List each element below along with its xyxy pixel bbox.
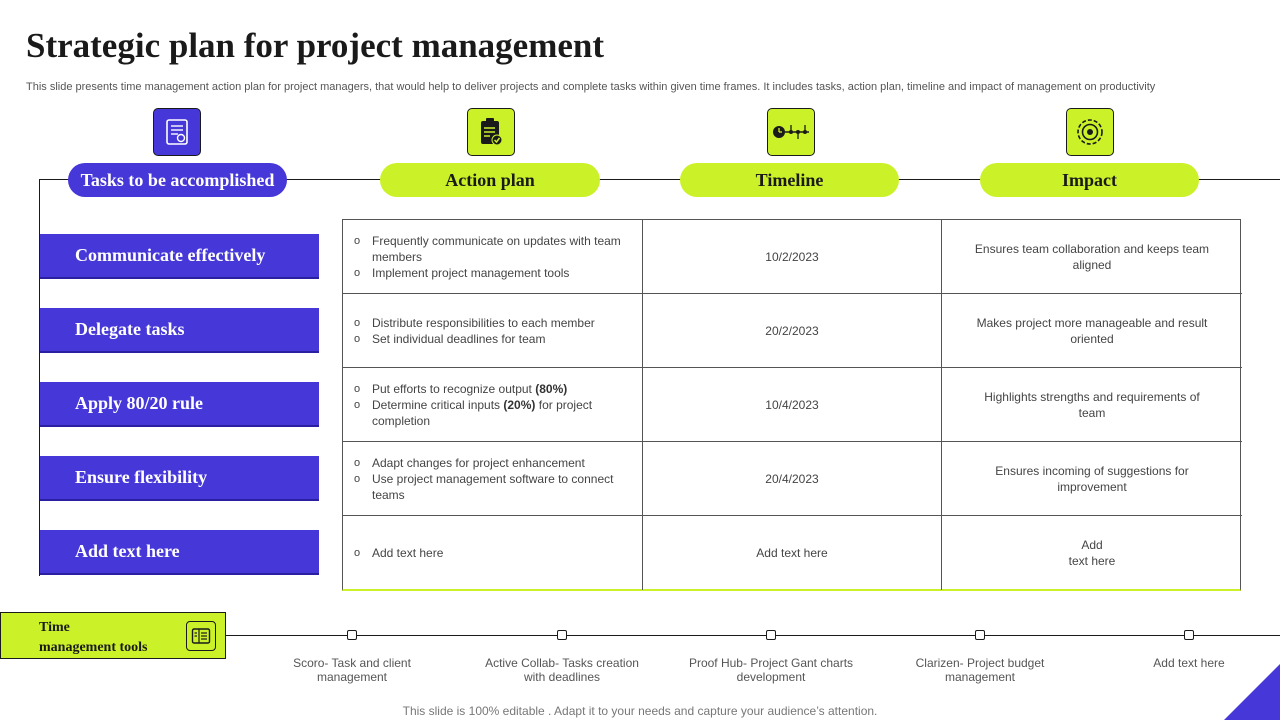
bullet-text: for project completion: [372, 397, 593, 428]
timeline-cell: 20/2/2023: [643, 294, 942, 368]
impact-line: Add: [1081, 538, 1103, 552]
task-apply-rule: Apply 80/20 rule: [40, 382, 319, 427]
action-plan-cell: [343, 516, 643, 590]
bullet-text: Put efforts to recognize output: [372, 381, 532, 396]
footer-note: This slide is 100% editable . Adapt it to your needs and capture your audience’s attention.: [402, 704, 878, 718]
action-plan-cell: [343, 442, 643, 516]
plan-table: [342, 219, 1241, 591]
impact-cell: [942, 220, 1242, 294]
impact-cell: [942, 294, 1242, 368]
impact-line: text here: [1068, 554, 1116, 568]
header-tasks: Tasks to be accomplished: [68, 163, 287, 197]
plan-bullet: o Distribute responsibilities to each member: [354, 315, 595, 331]
timeline-icon-box: [767, 108, 815, 156]
page-title: Strategic plan for project management: [26, 26, 605, 65]
tools-label: [39, 618, 148, 658]
plan-bullet: [354, 397, 622, 429]
tool-marker: [557, 630, 567, 640]
tool-line: management: [944, 670, 1016, 684]
impact-cell: [942, 516, 1242, 590]
tool-line: with deadlines: [523, 670, 601, 684]
target-gear-icon: [1075, 117, 1105, 147]
tool-line: Scoro- Task and client: [293, 656, 411, 670]
task-flexibility: Ensure flexibility: [40, 456, 319, 501]
page-subtitle: This slide presents time management action plan for project managers, that would help to deliver projects and complete tasks within given time frames. It includes tasks, action plan, timeline and impact of management on productivity: [26, 81, 1156, 93]
impact-text: Ensures team collaboration and keeps team aligned: [974, 241, 1210, 272]
tools-timeline-line: [226, 635, 1280, 636]
timeline-cell: 20/4/2023: [643, 442, 942, 516]
tool-marker: [975, 630, 985, 640]
timeline-cell: Add text here: [643, 516, 942, 590]
tool-line: management: [316, 670, 388, 684]
timeline-cell: 10/4/2023: [643, 368, 942, 442]
tool-marker: [347, 630, 357, 640]
plan-bullet: o Adapt changes for project enhancement: [354, 455, 622, 471]
tool-item-proof-hub: [681, 656, 861, 684]
plan-bullet: o Frequently communicate on updates with team members: [354, 233, 622, 265]
clock-timeline-icon: [772, 121, 810, 143]
bullet-bold-text: (20%): [503, 397, 536, 412]
checklist-icon: [165, 118, 189, 146]
header-impact: Impact: [980, 163, 1199, 197]
tool-item-clarizen: [890, 656, 1070, 684]
plan-bullet: o Use project management software to connect teams: [354, 471, 622, 503]
impact-text: Makes project more manageable and result oriented: [976, 315, 1208, 346]
bullet-bold-text: (80%): [535, 381, 568, 396]
plan-bullet: o Implement project management tools: [354, 265, 622, 281]
timeline-cell: 10/2/2023: [643, 220, 942, 294]
header-action-plan: Action plan: [380, 163, 600, 197]
impact-cell: [942, 442, 1242, 516]
bullet-text: Determine critical inputs: [372, 397, 501, 412]
tools-label-line: Time: [39, 620, 70, 635]
task-communicate: Communicate effectively: [40, 234, 319, 279]
tool-item-scoro: [262, 656, 442, 684]
clipboard-check-icon: [478, 117, 504, 147]
impact-cell: [942, 368, 1242, 442]
plan-bullet: [354, 381, 622, 397]
action-plan-cell: [343, 368, 643, 442]
task-delegate: Delegate tasks: [40, 308, 319, 353]
tool-item-active-collab: [472, 656, 652, 684]
tool-line: development: [736, 670, 806, 684]
impact-icon-box: [1066, 108, 1114, 156]
tool-line: Add text here: [1153, 656, 1225, 670]
time-management-tools-box: [0, 612, 226, 659]
action-icon-box: [467, 108, 515, 156]
action-plan-cell: [343, 294, 643, 368]
impact-text: [1069, 537, 1116, 569]
action-plan-cell: [343, 220, 643, 294]
task-add-text: Add text here: [40, 530, 319, 575]
impact-text: Highlights strengths and requirements of team: [984, 389, 1200, 420]
tools-icon-box: [186, 621, 216, 651]
tool-line: Active Collab- Tasks creation: [485, 656, 639, 670]
plan-bullet: o Add text here: [354, 545, 443, 561]
tool-marker: [1184, 630, 1194, 640]
plan-bullet: o Set individual deadlines for team: [354, 331, 595, 347]
book-list-icon: [191, 627, 211, 645]
impact-text: Ensures incoming of suggestions for improvement: [995, 463, 1189, 494]
header-timeline: Timeline: [680, 163, 899, 197]
corner-decoration: [1224, 664, 1280, 720]
tool-marker: [766, 630, 776, 640]
tools-label-line: management tools: [39, 640, 148, 655]
tool-line: Proof Hub- Project Gant charts: [688, 656, 854, 670]
tool-line: Clarizen- Project budget: [915, 656, 1045, 670]
tasks-icon-box: [153, 108, 201, 156]
